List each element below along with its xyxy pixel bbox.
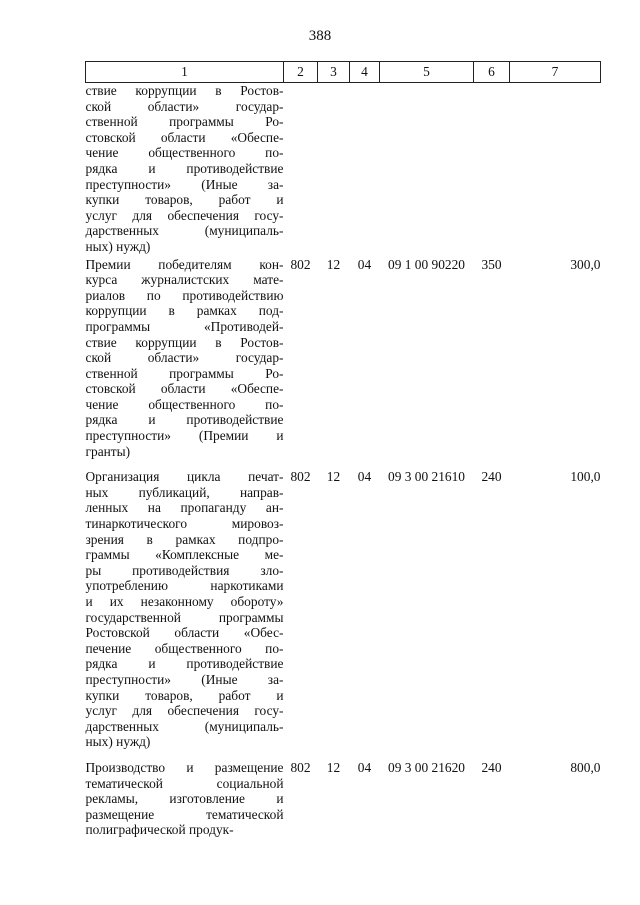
table-row <box>86 467 601 758</box>
description-line: чение общественного по- <box>85 396 284 412</box>
description-line: тинаркотического мировоз- <box>85 516 284 532</box>
ministry-code <box>284 83 318 255</box>
item-description <box>86 255 284 468</box>
item-description <box>86 83 284 255</box>
description-line: чение общественного по- <box>85 145 284 161</box>
description-line: стовской области «Обеспе- <box>85 129 284 145</box>
description-line: ных публикаций, направ- <box>85 484 284 500</box>
column-header-6: 6 <box>474 62 510 83</box>
description-line: ных) нужд) <box>85 238 151 254</box>
description-line: рядка и противодействие <box>85 656 284 672</box>
description-line: рекламы, изготовление и <box>85 791 284 807</box>
description-line: Ростовской области «Обес- <box>85 625 284 641</box>
description-line: дарственных (муниципаль- <box>85 718 284 734</box>
section-code: 12 <box>326 759 341 775</box>
description-line: печение общественного по- <box>85 640 284 656</box>
description-line: полиграфической продук- <box>85 822 234 838</box>
page-number: 388 <box>308 28 332 44</box>
description-line: преступности» (Премии и <box>85 428 284 444</box>
column-number-header <box>86 62 601 83</box>
description-line: ственной программы Ро- <box>85 365 284 381</box>
ministry-code: 802 <box>290 759 311 775</box>
description-line: рядка и противодействие <box>85 412 284 428</box>
ministry-code: 802 <box>290 256 311 272</box>
description-line: купки товаров, работ и <box>85 687 284 703</box>
description-line: зрения в рамках подпро- <box>85 531 284 547</box>
item-description <box>86 467 284 758</box>
amount-value <box>510 83 601 255</box>
description-line: дарственных (муниципаль- <box>85 223 284 239</box>
section-code: 12 <box>326 469 341 485</box>
ministry-code: 802 <box>290 469 311 485</box>
budget-table <box>85 61 601 846</box>
description-line: программы «Противодей- <box>85 318 284 334</box>
description-line: купки товаров, работ и <box>85 192 284 208</box>
item-description <box>86 758 284 846</box>
description-line: ленных на пропаганду ан- <box>85 500 284 516</box>
description-line: коррупции в рамках под- <box>85 303 284 319</box>
description-line: преступности» (Иные за- <box>85 176 284 192</box>
expense-type-code: 240 <box>481 759 502 775</box>
amount-value: 300,0 <box>570 256 601 272</box>
description-line: ствие коррупции в Ростов- <box>85 83 284 98</box>
description-line: и их незаконному обороту» <box>85 594 284 609</box>
description-line: стовской области «Обеспе- <box>85 381 284 397</box>
target-article-code: 09 1 00 90220 <box>388 256 465 272</box>
subsection-code: 04 <box>357 256 372 272</box>
description-line: размещение тематической <box>85 806 284 822</box>
table-row <box>86 255 601 468</box>
amount-value: 800,0 <box>570 759 601 775</box>
description-line: гранты) <box>85 443 131 459</box>
target-article-code: 09 3 00 21610 <box>388 469 465 485</box>
table-row <box>86 758 601 846</box>
description-line: рядка и противодействие <box>85 160 284 176</box>
description-line: Организация цикла печат- <box>85 469 284 485</box>
description-line: употреблению наркотиками <box>85 578 284 594</box>
subsection-code: 04 <box>357 469 372 485</box>
column-header-3: 3 <box>318 62 350 83</box>
description-line: риалов по противодействию <box>85 287 284 303</box>
subsection-code: 04 <box>357 759 372 775</box>
description-line: ской области» государ- <box>85 350 284 366</box>
description-line: ных) нужд) <box>85 734 151 750</box>
description-line: государственной программы <box>85 609 284 625</box>
description-line: ры противодействия зло- <box>85 562 284 578</box>
subsection-code <box>350 83 380 255</box>
target-article-code <box>380 83 474 255</box>
target-article-code: 09 3 00 21620 <box>388 759 465 775</box>
description-line: ственной программы Ро- <box>85 114 284 130</box>
column-header-1: 1 <box>86 62 284 83</box>
expense-type-code <box>474 83 510 255</box>
description-line: курса журналистских мате- <box>85 272 284 288</box>
column-header-7: 7 <box>510 62 601 83</box>
column-header-5: 5 <box>380 62 474 83</box>
expense-type-code: 240 <box>481 469 502 485</box>
description-line: ствие коррупции в Ростов- <box>85 334 284 350</box>
amount-value: 100,0 <box>570 469 601 485</box>
description-line: преступности» (Иные за- <box>85 671 284 687</box>
section-code: 12 <box>326 256 341 272</box>
description-line: Премии победителям кон- <box>85 256 284 272</box>
column-header-4: 4 <box>350 62 380 83</box>
table-row <box>86 83 601 255</box>
section-code <box>318 83 350 255</box>
description-line: граммы «Комплексные ме- <box>85 547 284 563</box>
column-header-2: 2 <box>284 62 318 83</box>
expense-type-code: 350 <box>481 256 502 272</box>
description-line: тематической социальной <box>85 775 284 791</box>
description-line: услуг для обеспечения госу- <box>85 207 284 223</box>
description-line: ской области» государ- <box>85 98 284 114</box>
description-line: Производство и размещение <box>85 759 284 775</box>
description-line: услуг для обеспечения госу- <box>85 703 284 719</box>
